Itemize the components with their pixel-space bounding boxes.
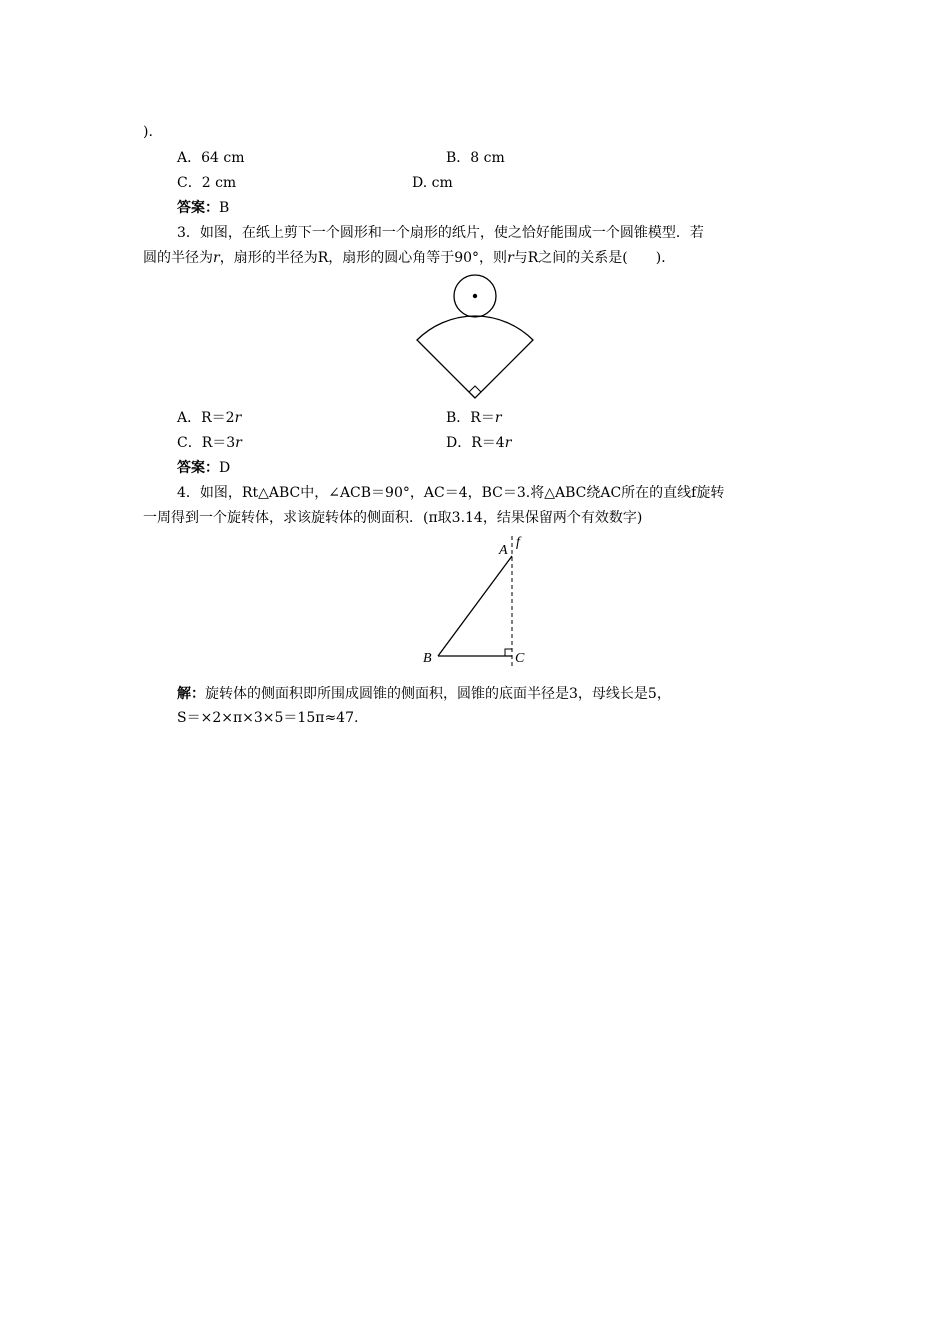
label-b: B	[423, 651, 432, 666]
q4-solution-line2: S＝×2×π×3×5＝15π≈47.	[177, 710, 359, 726]
q3-answer	[177, 458, 230, 478]
q2-tail: ).	[143, 124, 153, 140]
q3-option-d: D．R＝4r	[446, 435, 512, 451]
q3-text-line2: 圆的半径为r，扇形的半径为R，扇形的圆心角等于90°，则r与R之间的关系是( )．	[143, 250, 676, 266]
q3-answer-value: D	[219, 460, 231, 476]
q4-text-line1: 4．如图，Rt△ABC中，∠ACB＝90°，AC＝4，BC＝3.将△ABC绕AC所在的直线f旋转	[177, 485, 725, 501]
q3-answer-label: 答案：	[177, 460, 219, 476]
q2-answer	[177, 198, 229, 218]
q4-solution-label: 解：	[177, 686, 205, 702]
q4-text-line2: 一周得到一个旋转体，求该旋转体的侧面积．(π取3.14，结果保留两个有效数字)	[143, 510, 643, 526]
q3-option-b: B．R＝r	[446, 410, 502, 426]
q3-option-c: C．R＝3r	[177, 435, 242, 451]
q2-answer-label: 答案：	[177, 200, 219, 216]
label-a: A	[499, 543, 508, 558]
triangle-figure	[418, 532, 533, 672]
q2-option-c: C．2 cm	[177, 175, 237, 191]
q2-option-d: D. cm	[412, 175, 453, 191]
label-f: f	[516, 535, 520, 550]
right-angle-mark	[505, 649, 512, 656]
circle-center-dot	[473, 294, 477, 298]
q4-solution-line1: 解：旋转体的侧面积即所围成圆锥的侧面积，圆锥的底面半径是3，母线长是5，	[177, 686, 671, 702]
right-angle-mark	[469, 386, 481, 392]
q2-option-b: B．8 cm	[446, 150, 505, 166]
q3-option-a: A．R＝2r	[177, 410, 242, 426]
circle-sector-figure	[410, 272, 540, 404]
side-ab	[438, 556, 512, 656]
q2-option-a: A．64 cm	[177, 150, 245, 166]
q3-text-line1: 3．如图，在纸上剪下一个圆形和一个扇形的纸片，使之恰好能围成一个圆锥模型．若	[177, 225, 704, 241]
q2-answer-value: B	[219, 200, 230, 216]
label-c: C	[515, 651, 525, 666]
